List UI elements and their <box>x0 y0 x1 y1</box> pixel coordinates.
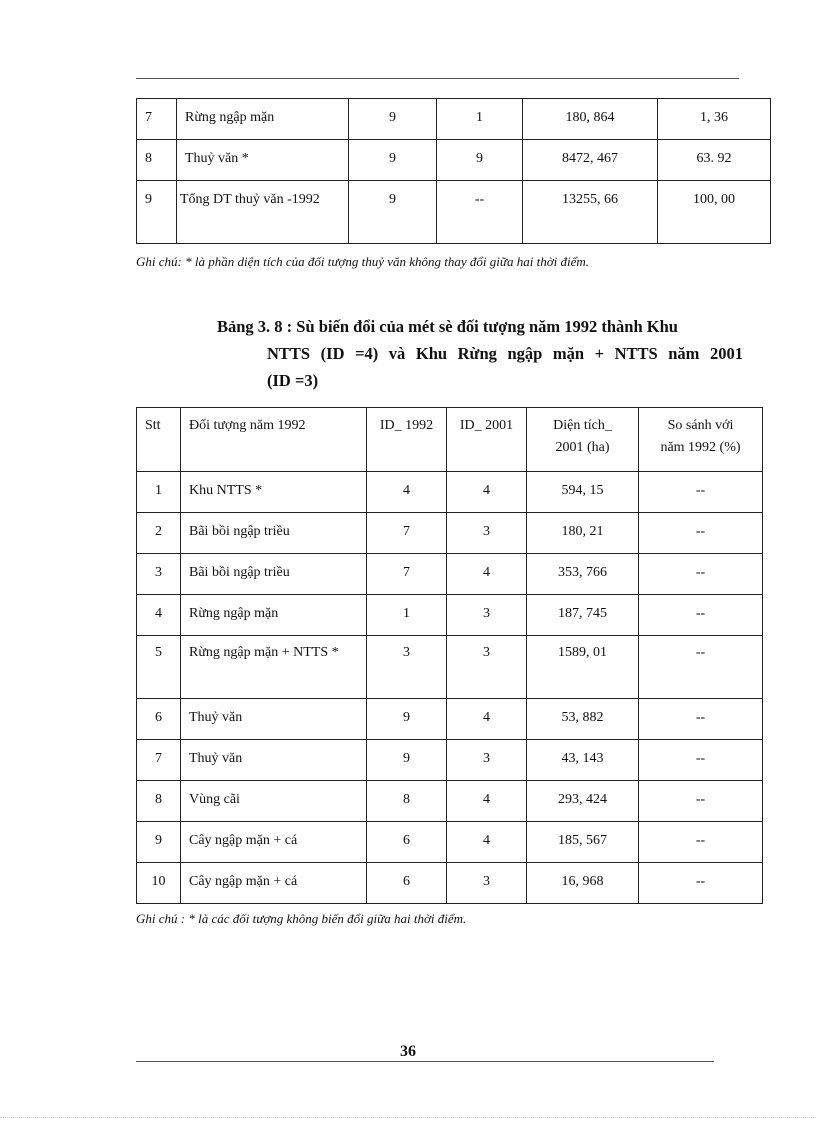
area-cell: 293, 424 <box>527 781 639 822</box>
id2001-cell: 4 <box>447 472 527 513</box>
header-compare-line-1: So sánh với <box>667 418 734 433</box>
id2001-cell: 3 <box>447 740 527 781</box>
percent-cell: 100, 00 <box>658 181 771 244</box>
name-cell: Bãi bồi ngập triều <box>181 513 367 554</box>
stt-cell: 3 <box>137 554 181 595</box>
id2001-cell: 9 <box>437 140 523 181</box>
compare-cell: -- <box>639 472 763 513</box>
stt-cell: 8 <box>137 140 177 181</box>
compare-cell: -- <box>639 513 763 554</box>
area-cell: 53, 882 <box>527 699 639 740</box>
page-number: 36 <box>400 1043 416 1060</box>
id2001-cell: 3 <box>447 863 527 904</box>
name-cell: Rừng ngập mặn + NTTS * <box>181 636 367 699</box>
id1992-cell: 9 <box>367 740 447 781</box>
table-row <box>137 636 763 699</box>
table-row <box>137 822 763 863</box>
id1992-cell: 9 <box>349 181 437 244</box>
area-cell: 43, 143 <box>527 740 639 781</box>
id1992-cell: 9 <box>367 699 447 740</box>
name-cell: Bãi bồi ngập triều <box>181 554 367 595</box>
id2001-cell: 1 <box>437 99 523 140</box>
name-cell: Cây ngập mặn + cá <box>181 863 367 904</box>
stt-cell: 2 <box>137 513 181 554</box>
id1992-cell: 7 <box>367 554 447 595</box>
header-area-line-2: 2001 (ha) <box>555 440 610 455</box>
compare-cell: -- <box>639 781 763 822</box>
name-cell: Thuỷ văn <box>181 699 367 740</box>
name-cell: Rừng ngập mặn <box>177 99 349 140</box>
header-rule <box>136 78 739 79</box>
area-cell: 185, 567 <box>527 822 639 863</box>
area-cell: 187, 745 <box>527 595 639 636</box>
header-area <box>527 408 639 472</box>
id1992-cell: 1 <box>367 595 447 636</box>
header-area-line-1: Diện tích_ <box>553 418 612 433</box>
table-row <box>137 99 771 140</box>
id1992-cell: 8 <box>367 781 447 822</box>
area-cell: 594, 15 <box>527 472 639 513</box>
header-id2001: ID_ 2001 <box>447 408 527 472</box>
stt-cell: 9 <box>137 181 177 244</box>
table-row <box>137 513 763 554</box>
header-name: Đối tượng năm 1992 <box>181 408 367 472</box>
table-row <box>137 181 771 244</box>
id1992-cell: 4 <box>367 472 447 513</box>
stt-cell: 8 <box>137 781 181 822</box>
table-1-continued <box>136 98 771 244</box>
page-bottom-border <box>0 1117 816 1118</box>
name-cell: Rừng ngập mặn <box>181 595 367 636</box>
id1992-cell: 9 <box>349 99 437 140</box>
id2001-cell: 4 <box>447 699 527 740</box>
stt-cell: 7 <box>137 740 181 781</box>
table-3-8 <box>136 407 763 904</box>
id1992-cell: 7 <box>367 513 447 554</box>
table-1-note: Ghi chú: * là phần diện tích của đối tượng thuỷ văn không thay đổi giữa hai thời điểm. <box>136 254 590 269</box>
area-cell: 16, 968 <box>527 863 639 904</box>
id2001-cell: 4 <box>447 554 527 595</box>
table-row <box>137 863 763 904</box>
compare-cell: -- <box>639 636 763 699</box>
percent-cell: 1, 36 <box>658 99 771 140</box>
compare-cell: -- <box>639 822 763 863</box>
area-cell: 1589, 01 <box>527 636 639 699</box>
table-row <box>137 740 763 781</box>
area-cell: 353, 766 <box>527 554 639 595</box>
table-row <box>137 595 763 636</box>
header-compare <box>639 408 763 472</box>
table-caption <box>217 313 743 394</box>
stt-cell: 9 <box>137 822 181 863</box>
caption-line-3: (ID =3) <box>267 371 319 390</box>
caption-line-2: NTTS (ID =4) và Khu Rừng ngập mặn + NTTS năm 2001 <box>267 344 743 363</box>
id1992-cell: 6 <box>367 863 447 904</box>
name-cell: Khu NTTS * <box>181 472 367 513</box>
name-cell: Tổng DT thuỷ văn -1992 <box>177 181 349 244</box>
header-id1992: ID_ 1992 <box>367 408 447 472</box>
id1992-cell: 3 <box>367 636 447 699</box>
stt-cell: 6 <box>137 699 181 740</box>
compare-cell: -- <box>639 863 763 904</box>
footer-rule <box>136 1061 714 1062</box>
id1992-cell: 9 <box>349 140 437 181</box>
id2001-cell: 4 <box>447 781 527 822</box>
compare-cell: -- <box>639 740 763 781</box>
table-row <box>137 699 763 740</box>
id2001-cell: 4 <box>447 822 527 863</box>
area-cell: 180, 864 <box>523 99 658 140</box>
id2001-cell: 3 <box>447 636 527 699</box>
stt-cell: 4 <box>137 595 181 636</box>
id2001-cell: 3 <box>447 595 527 636</box>
stt-cell: 1 <box>137 472 181 513</box>
area-cell: 8472, 467 <box>523 140 658 181</box>
area-cell: 13255, 66 <box>523 181 658 244</box>
header-compare-line-2: năm 1992 (%) <box>660 440 741 455</box>
name-cell: Cây ngập mặn + cá <box>181 822 367 863</box>
compare-cell: -- <box>639 595 763 636</box>
header-stt: Stt <box>137 408 181 472</box>
table-row <box>137 472 763 513</box>
compare-cell: -- <box>639 554 763 595</box>
stt-cell: 10 <box>137 863 181 904</box>
caption-line-1: Bảng 3. 8 : Sù biến đổi của mét sè đối tượng năm 1992 thành Khu <box>217 317 678 336</box>
name-cell: Thuỷ văn <box>181 740 367 781</box>
table-header-row <box>137 408 763 472</box>
table-row <box>137 781 763 822</box>
stt-cell: 5 <box>137 636 181 699</box>
stt-cell: 7 <box>137 99 177 140</box>
name-cell: Vùng cãi <box>181 781 367 822</box>
id2001-cell: -- <box>437 181 523 244</box>
percent-cell: 63. 92 <box>658 140 771 181</box>
area-cell: 180, 21 <box>527 513 639 554</box>
id2001-cell: 3 <box>447 513 527 554</box>
id1992-cell: 6 <box>367 822 447 863</box>
name-cell: Thuỷ văn * <box>177 140 349 181</box>
table-2-note: Ghi chú : * là các đối tượng không biến đổi giữa hai thời điểm. <box>136 911 467 926</box>
table-row <box>137 554 763 595</box>
table-row <box>137 140 771 181</box>
compare-cell: -- <box>639 699 763 740</box>
